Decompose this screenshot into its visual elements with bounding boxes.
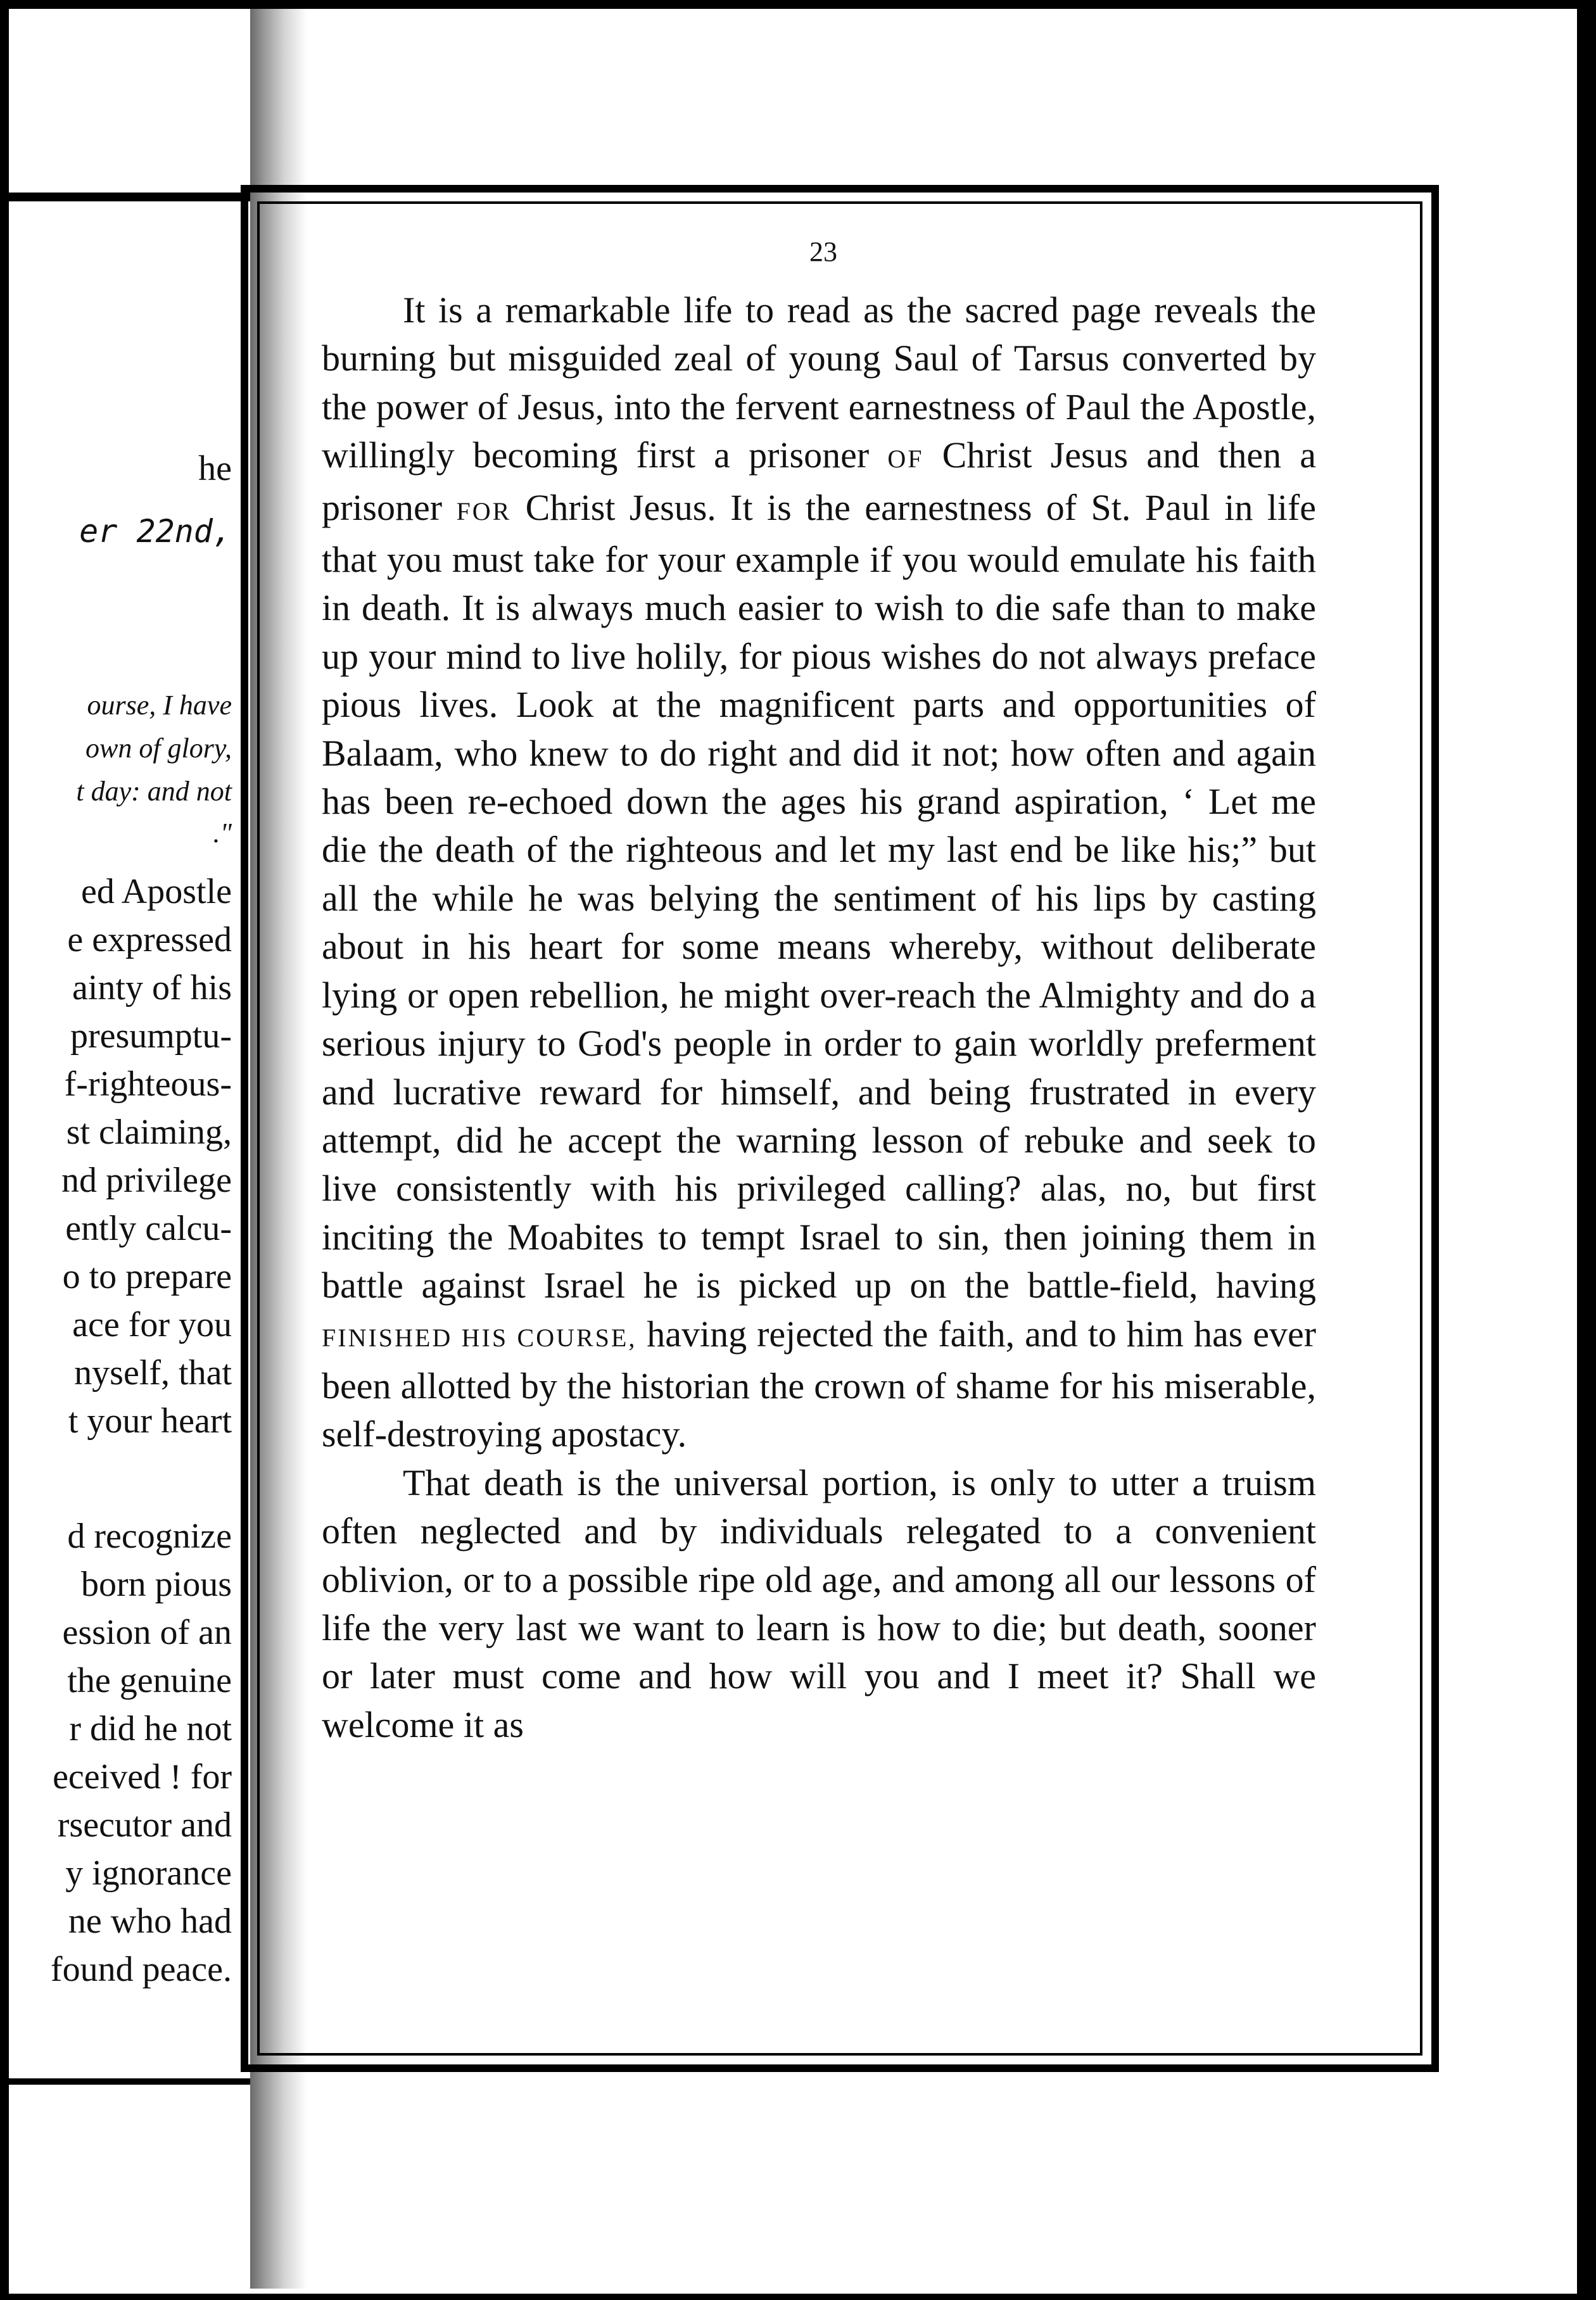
page-body [322, 286, 1316, 1749]
facing-page-line: ainty of his [72, 968, 232, 1008]
small-caps-text: FINISHED HIS COURSE, [322, 1323, 637, 1352]
facing-page-line: t day: and not [76, 776, 232, 807]
facing-page-line: presumptu- [70, 1016, 232, 1056]
page-number: 23 [809, 236, 837, 267]
paragraph-text: Christ Jesus. It is the earnestness of St. Paul in life that you must take for your example if you would emulate his faith in death. It is always much easier to wish to die safe than to make up your mind to live holily, for pious wishes do not always preface pious lives. Look at the magnificent parts and opportunities of Balaam, who knew to do right and did it not; how often and again has been re-echoed down the ages his grand aspiration, ‘ Let me die the death of the righteous and let my last end be like his;” but all the while he was belying the sentiment of his lips by casting about in his heart for some means whereby, without deliberate lying or open rebellion, he might over-reach the Almighty and do a serious injury to God's people in order to gain worldly preferment and lucrative reward for himself, and being frustrated in every attempt, did he accept the warning lesson of rebuke and seek to live consistently with his privileged calling? alas, no, but first inciting the Moabites to tempt Israel to sin, then joining them in battle against Israel he is picked up on the battle-field, having [322, 486, 1317, 1306]
small-caps-text: OF [887, 445, 924, 474]
paragraph-text: It is a remarkable life to read as the sacred page reveals the burning but misguided zeal of young Saul of Tarsus converted by the power of Jesus, into the fervent earnestness of Paul the Apostle, willingly becoming first a prisoner [322, 289, 1316, 476]
scan-frame-right [1577, 0, 1596, 2300]
facing-page-line: er 22nd, [79, 513, 232, 550]
scan-frame-top [0, 0, 1596, 9]
facing-page [9, 9, 262, 2289]
facing-page-line: r did he not [69, 1709, 232, 1748]
facing-page-line: nyself, that [74, 1353, 232, 1393]
facing-page-line: rsecutor and [57, 1805, 232, 1845]
paragraph-text: having rejected the faith, and to him has ever been allotted by the historian the crown of shame for his miserable, self-destroying apostacy. [322, 1313, 1317, 1455]
scan-frame-left [0, 0, 9, 2300]
facing-page-line: he [198, 449, 232, 488]
facing-page-line: f-righteous- [64, 1065, 232, 1104]
facing-page-line: ently calcu- [65, 1209, 232, 1248]
facing-page-line: ne who had [68, 1902, 232, 1941]
facing-page-line: st claiming, [66, 1113, 232, 1152]
paragraph [322, 286, 1316, 1459]
facing-page-line: ace for you [72, 1305, 232, 1344]
facing-page-line: o to prepare [62, 1257, 232, 1296]
facing-page-line: y ignorance [65, 1854, 232, 1893]
facing-page-line: ession of an [62, 1613, 232, 1652]
facing-page-border-bottom [9, 2078, 262, 2085]
scan-frame-bottom [0, 2294, 1596, 2300]
facing-page-line: born pious [81, 1565, 232, 1604]
facing-page-border-top [9, 193, 262, 201]
facing-page-line: ourse, I have [87, 690, 232, 721]
facing-page-line: found peace. [50, 1950, 232, 1989]
facing-page-line: ." [213, 818, 232, 849]
facing-page-line: eceived ! for [53, 1757, 232, 1797]
facing-page-line: d recognize [67, 1517, 232, 1556]
paragraph: That death is the universal portion, is only to utter a truism often neglected and by individuals relegated to a convenient oblivion, or to a possible ripe old age, and among all our lessons of life the very last we want to learn is how to die; but death, sooner or later must come and how will you and I meet it? Shall we welcome it as [322, 1462, 1316, 1745]
facing-page-line: nd privilege [61, 1161, 232, 1200]
small-caps-text: FOR [456, 496, 512, 526]
paragraph-text: Christ Jesus and then a prisoner [322, 434, 1316, 528]
facing-page-line: own of glory, [85, 733, 232, 764]
facing-page-line: ed Apostle [81, 872, 232, 911]
facing-page-line: the genuine [67, 1661, 232, 1700]
facing-page-line: e expressed [67, 920, 232, 959]
facing-page-line: t your heart [68, 1401, 232, 1441]
